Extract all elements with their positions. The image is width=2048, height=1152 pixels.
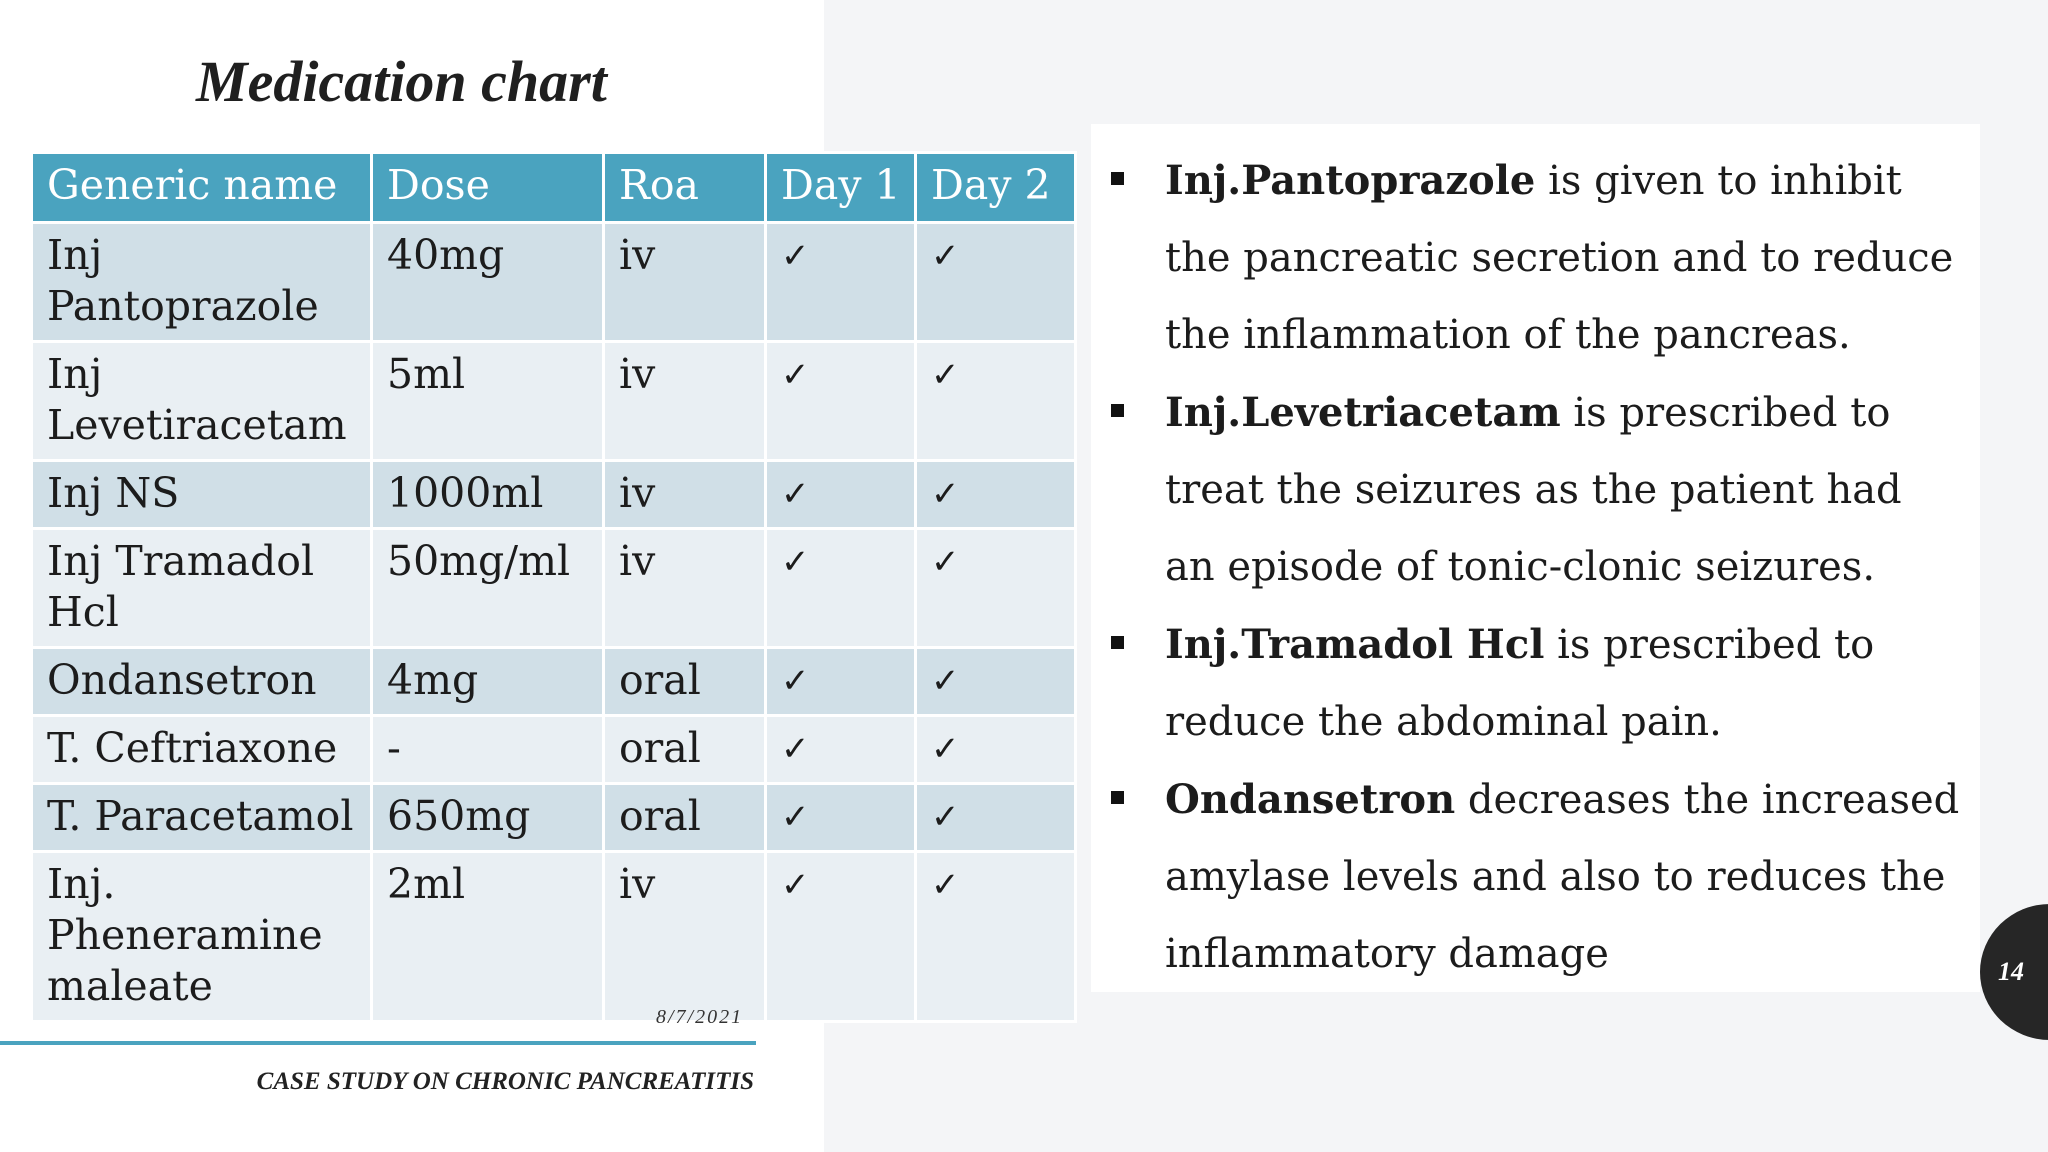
slide-date: 8/7/2021 bbox=[656, 1006, 744, 1028]
table-header-row bbox=[32, 153, 1076, 223]
footer-case-title: CASE STUDY ON CHRONIC PANCREATITIS bbox=[256, 1068, 754, 1095]
checkmark-icon: ✓ bbox=[766, 529, 916, 648]
footer-divider bbox=[0, 1041, 756, 1045]
cell-generic-name: Inj Tramadol Hcl bbox=[32, 529, 372, 648]
cell-roa: oral bbox=[604, 716, 766, 784]
checkmark-icon: ✓ bbox=[916, 648, 1076, 716]
bullet-drug-name: Ondansetron bbox=[1165, 776, 1456, 823]
checkmark-icon: ✓ bbox=[916, 784, 1076, 852]
checkmark-icon: ✓ bbox=[916, 342, 1076, 461]
cell-dose: 50mg/ml bbox=[372, 529, 604, 648]
cell-generic-name: Inj. Pheneramine maleate bbox=[32, 852, 372, 1022]
square-bullet-icon bbox=[1111, 404, 1124, 417]
bullet-list bbox=[1091, 124, 1980, 993]
bullet-text: is prescribed to treat the seizures as the patient had an episode of tonic-clonic seizures. bbox=[1165, 390, 1902, 590]
table-row bbox=[32, 784, 1076, 852]
explanation-panel bbox=[1091, 124, 1980, 992]
cell-dose: 4mg bbox=[372, 648, 604, 716]
table-row bbox=[32, 461, 1076, 529]
bullet-drug-name: Inj.Levetriacetam bbox=[1165, 389, 1561, 436]
checkmark-icon: ✓ bbox=[916, 852, 1076, 1022]
checkmark-icon: ✓ bbox=[916, 716, 1076, 784]
header-roa: Roa bbox=[604, 153, 766, 223]
cell-dose: 650mg bbox=[372, 784, 604, 852]
cell-roa: iv bbox=[604, 223, 766, 342]
square-bullet-icon bbox=[1111, 636, 1124, 649]
table-row bbox=[32, 529, 1076, 648]
table-row bbox=[32, 716, 1076, 784]
cell-roa: iv bbox=[604, 852, 766, 1022]
checkmark-icon: ✓ bbox=[916, 461, 1076, 529]
cell-generic-name: Inj NS bbox=[32, 461, 372, 529]
list-item bbox=[1091, 374, 1980, 606]
table-row bbox=[32, 648, 1076, 716]
list-item bbox=[1091, 761, 1980, 993]
bullet-drug-name: Inj.Pantoprazole bbox=[1165, 157, 1536, 204]
medication-table bbox=[30, 151, 1077, 1023]
checkmark-icon: ✓ bbox=[766, 461, 916, 529]
cell-generic-name: Inj Levetiracetam bbox=[32, 342, 372, 461]
list-item bbox=[1091, 142, 1980, 374]
bullet-text: is prescribed to reduce the abdominal pain. bbox=[1165, 622, 1875, 745]
table-row bbox=[32, 852, 1076, 1022]
header-generic-name: Generic name bbox=[32, 153, 372, 223]
checkmark-icon: ✓ bbox=[766, 784, 916, 852]
bullet-text: decreases the increased amylase levels and also to reduces the inflammatory damage bbox=[1165, 777, 1960, 977]
table-row bbox=[32, 223, 1076, 342]
cell-generic-name: Inj Pantoprazole bbox=[32, 223, 372, 342]
page-number: 14 bbox=[1998, 957, 2024, 986]
checkmark-icon: ✓ bbox=[916, 223, 1076, 342]
checkmark-icon: ✓ bbox=[916, 529, 1076, 648]
cell-dose: 5ml bbox=[372, 342, 604, 461]
cell-roa: oral bbox=[604, 648, 766, 716]
header-day-1: Day 1 bbox=[766, 153, 916, 223]
cell-dose: 1000ml bbox=[372, 461, 604, 529]
list-item bbox=[1091, 606, 1980, 761]
cell-roa: iv bbox=[604, 461, 766, 529]
header-dose: Dose bbox=[372, 153, 604, 223]
square-bullet-icon bbox=[1111, 791, 1124, 804]
cell-generic-name: T. Ceftriaxone bbox=[32, 716, 372, 784]
checkmark-icon: ✓ bbox=[766, 223, 916, 342]
checkmark-icon: ✓ bbox=[766, 716, 916, 784]
checkmark-icon: ✓ bbox=[766, 648, 916, 716]
checkmark-icon: ✓ bbox=[766, 342, 916, 461]
checkmark-icon: ✓ bbox=[766, 852, 916, 1022]
cell-generic-name: Ondansetron bbox=[32, 648, 372, 716]
table-row bbox=[32, 342, 1076, 461]
bullet-drug-name: Inj.Tramadol Hcl bbox=[1165, 621, 1545, 668]
cell-generic-name: T. Paracetamol bbox=[32, 784, 372, 852]
cell-dose: 2ml bbox=[372, 852, 604, 1022]
cell-roa: iv bbox=[604, 342, 766, 461]
cell-roa: oral bbox=[604, 784, 766, 852]
slide-title: Medication chart bbox=[196, 49, 607, 114]
cell-dose: 40mg bbox=[372, 223, 604, 342]
cell-roa: iv bbox=[604, 529, 766, 648]
square-bullet-icon bbox=[1111, 172, 1124, 185]
header-day-2: Day 2 bbox=[916, 153, 1076, 223]
bullet-text: is given to inhibit the pancreatic secretion and to reduce the inflammation of the pancreas. bbox=[1165, 158, 1954, 358]
cell-dose: - bbox=[372, 716, 604, 784]
